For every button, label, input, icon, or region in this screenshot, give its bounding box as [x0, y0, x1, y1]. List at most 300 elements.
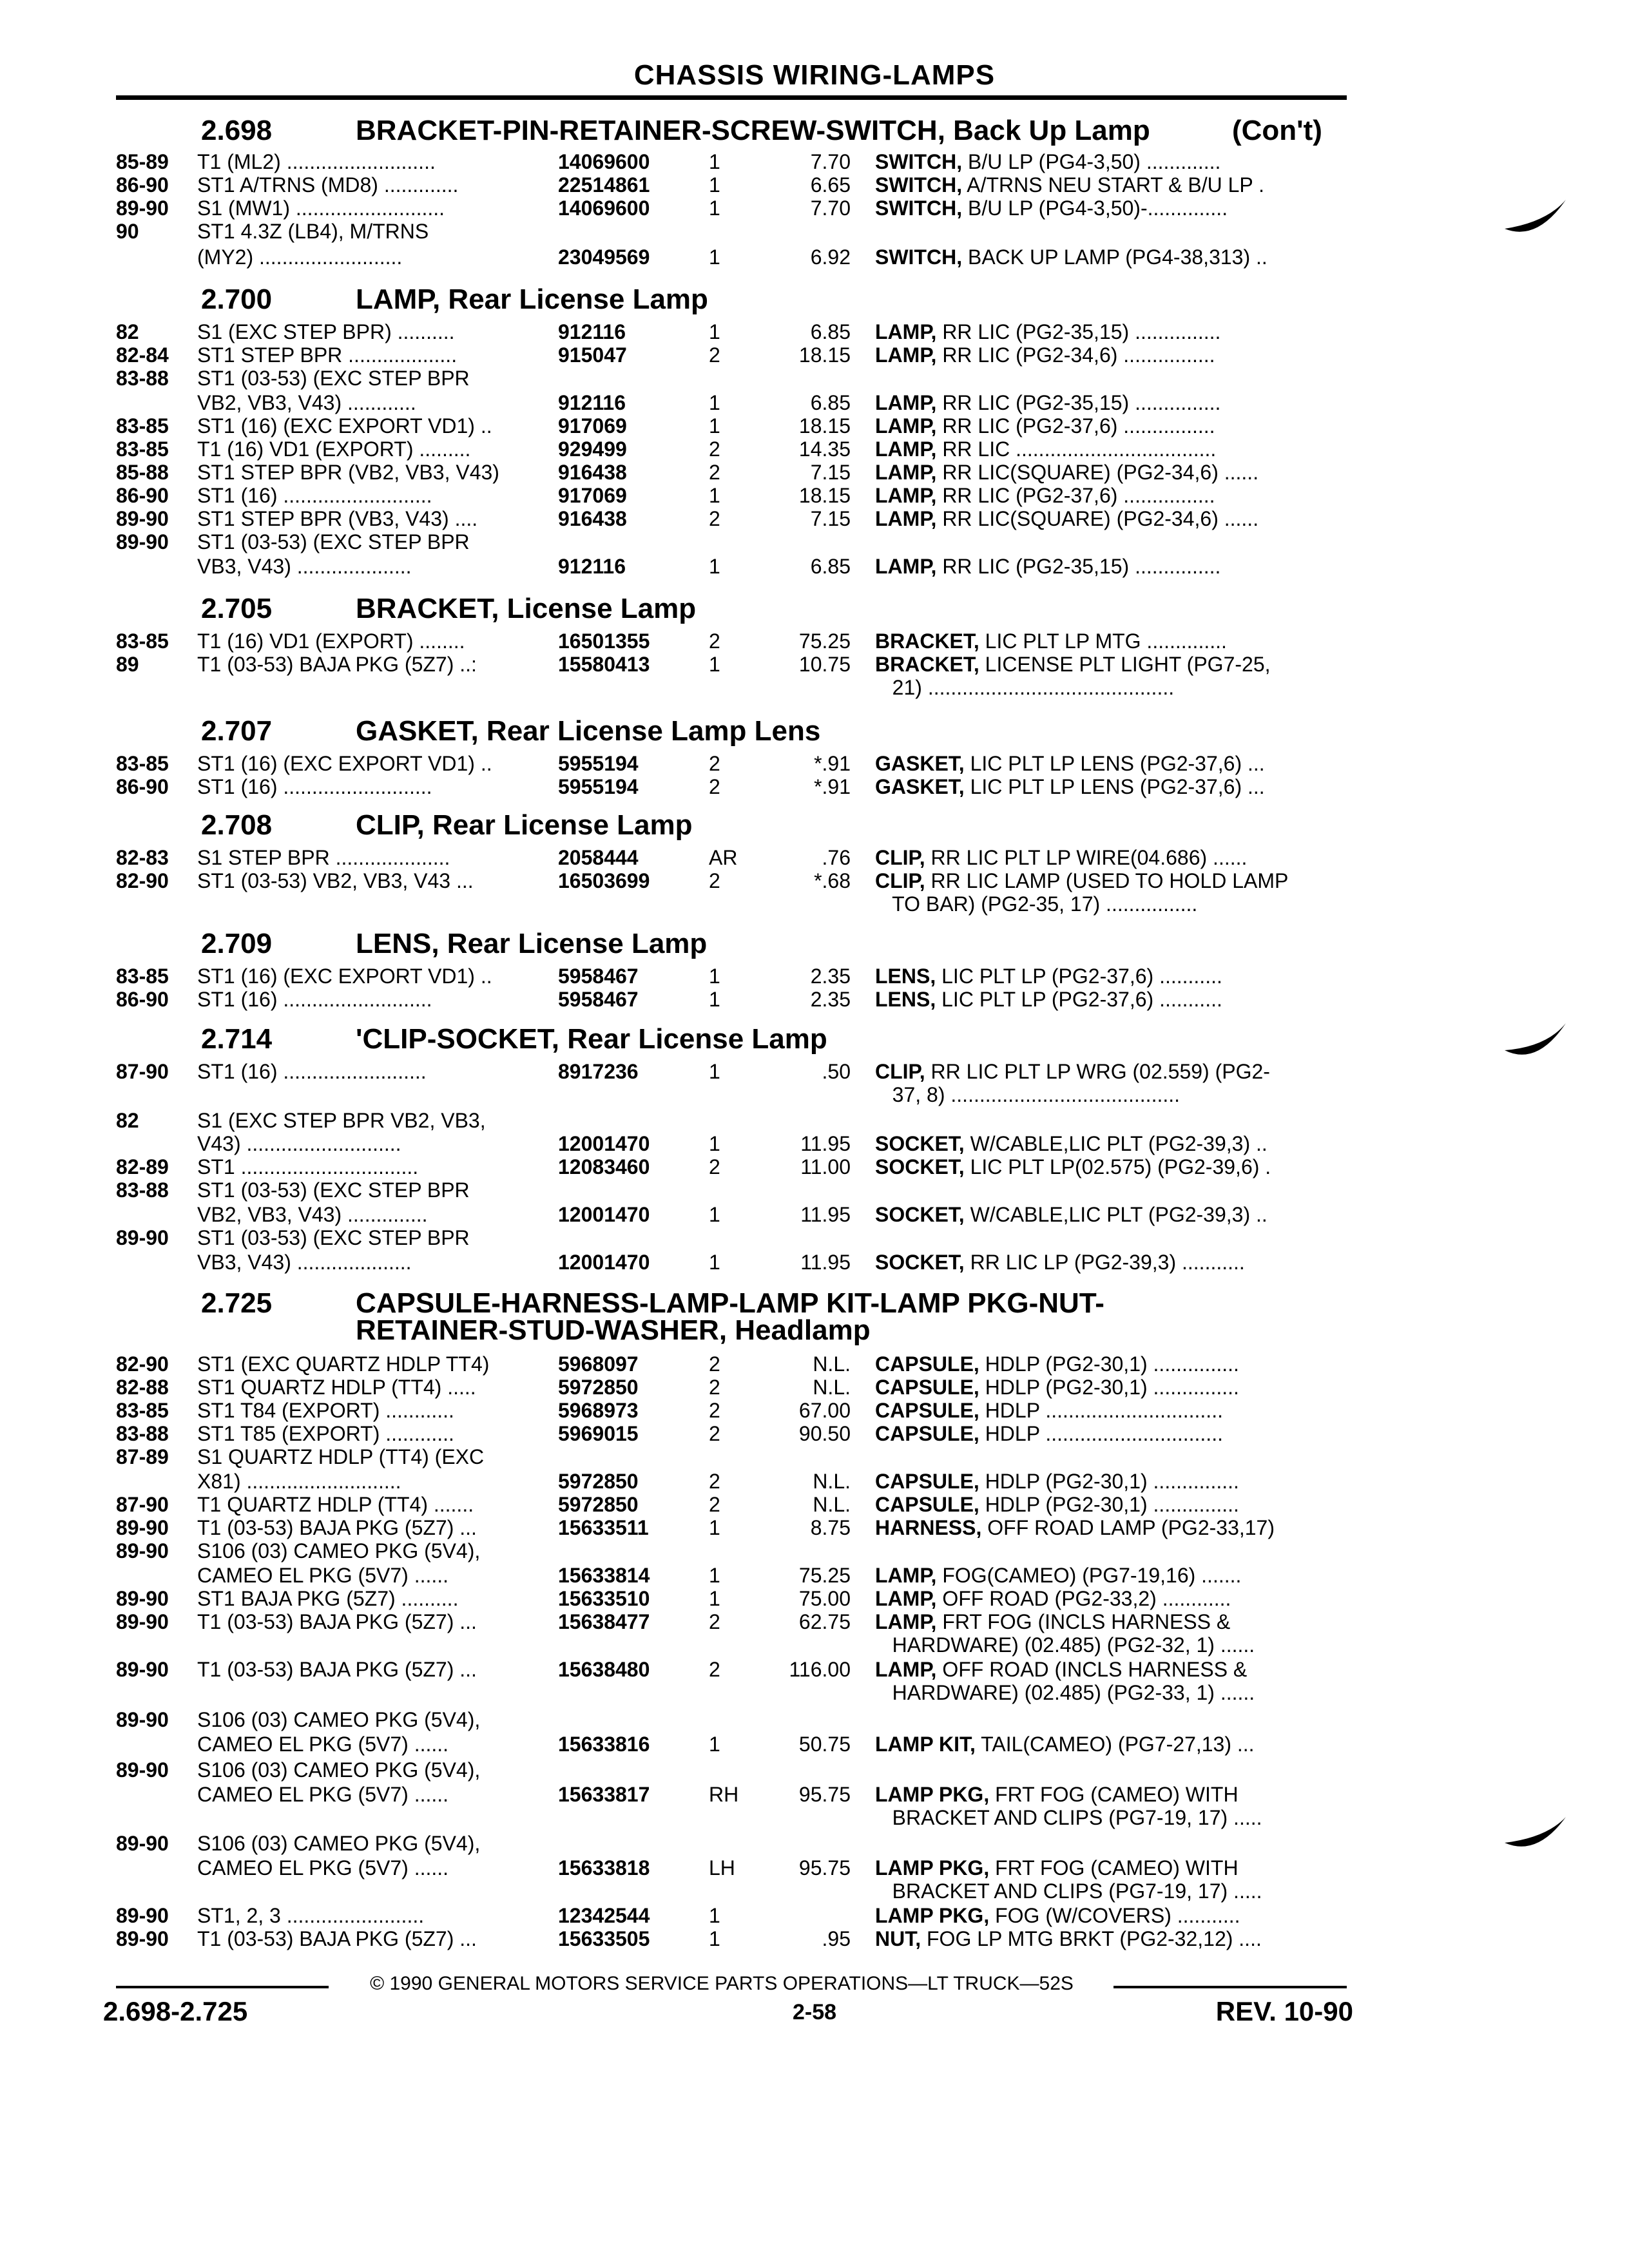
part-number: 23049569: [558, 245, 650, 269]
model-year: 89-90: [116, 1758, 169, 1782]
description: [875, 1421, 1345, 1446]
description-keyword: SOCKET,: [875, 1155, 965, 1178]
quantity: LH: [709, 1856, 735, 1879]
description-keyword: SWITCH,: [875, 245, 963, 269]
price: 14.35: [798, 437, 851, 461]
description-text: FRT FOG (CAMEO) WITH: [989, 1783, 1239, 1806]
table-row: [0, 964, 1629, 990]
section-number: 2.700: [201, 284, 273, 315]
description-keyword: LAMP,: [875, 555, 937, 578]
model-year: 83-85: [116, 629, 169, 653]
model-year: 83-88: [116, 1178, 169, 1202]
part-number: 5972850: [558, 1470, 639, 1493]
quantity: 1: [709, 1733, 720, 1756]
quantity: 1: [709, 1132, 720, 1155]
description-text: FRT FOG (INCLS HARNESS &: [936, 1610, 1231, 1633]
quantity: 1: [709, 484, 720, 507]
quantity: 2: [709, 461, 720, 484]
quantity: 2: [709, 752, 720, 775]
description: [875, 1250, 1345, 1274]
price: 6.92: [810, 245, 851, 269]
model-year: 89-90: [116, 1927, 169, 1950]
description: [875, 173, 1345, 197]
description-keyword: CAPSULE,: [875, 1399, 979, 1422]
footer-section-range: 2.698-2.725: [103, 1996, 248, 2026]
part-number: 5972850: [558, 1493, 639, 1516]
model-application: ST1, 2, 3 ........................: [197, 1904, 425, 1927]
quantity: 1: [709, 988, 720, 1011]
table-row: [0, 1732, 1629, 1758]
table-row: [0, 1082, 1629, 1108]
section-title: BRACKET, License Lamp: [356, 593, 697, 624]
part-number: 12083460: [558, 1155, 650, 1178]
part-number: 8917236: [558, 1060, 639, 1083]
description-text: RR LIC (PG2-37,6) ................: [936, 414, 1215, 437]
description-text: 37, 8) ........................................: [875, 1083, 1181, 1106]
quantity: 2: [709, 1352, 720, 1376]
model-application: VB2, VB3, V43) ............: [197, 391, 416, 414]
model-application: ST1 A/TRNS (MD8) .............: [197, 173, 459, 197]
description-keyword: LENS,: [875, 988, 936, 1011]
description-text: HDLP (PG2-30,1) ...............: [979, 1493, 1239, 1516]
table-row: [0, 149, 1629, 175]
model-year: 89-90: [116, 1516, 169, 1539]
part-number: 12001470: [558, 1132, 650, 1155]
section-number: 2.725: [201, 1287, 273, 1319]
part-number: 5958467: [558, 965, 639, 988]
description-text: RR LIC (PG2-35,15) ...............: [936, 555, 1221, 578]
description-text: LIC PLT LP (PG2-37,6) ...........: [936, 965, 1222, 988]
model-year: 82-88: [116, 1376, 169, 1399]
price: 62.75: [798, 1610, 851, 1633]
model-application: ST1 QUARTZ HDLP (TT4) .....: [197, 1376, 476, 1399]
table-row: [0, 1633, 1629, 1658]
description: [875, 343, 1345, 367]
description: [875, 1680, 1345, 1705]
description: [875, 506, 1345, 531]
table-row: [0, 1421, 1629, 1447]
model-application: CAMEO EL PKG (5V7) ......: [197, 1733, 449, 1756]
price: 2.35: [810, 965, 851, 988]
quantity: 2: [709, 1155, 720, 1178]
table-row: [0, 1225, 1629, 1251]
price: .50: [822, 1060, 851, 1083]
description: [875, 1515, 1345, 1540]
model-year: 82-90: [116, 1352, 169, 1376]
model-year: 87-90: [116, 1060, 169, 1083]
price: N.L.: [813, 1470, 851, 1493]
part-number: 15633505: [558, 1927, 650, 1950]
table-row: [0, 1059, 1629, 1085]
description-text: RR LIC PLT LP WIRE(04.686) ......: [925, 846, 1248, 869]
table-row: [0, 1927, 1629, 1952]
description-keyword: SWITCH,: [875, 197, 963, 220]
description-text: RR LIC (PG2-37,6) ................: [936, 484, 1215, 507]
price: 18.15: [798, 484, 851, 507]
price: N.L.: [813, 1352, 851, 1376]
section-title: BRACKET-PIN-RETAINER-SCREW-SWITCH, Back Up Lamp: [356, 115, 1150, 146]
model-application: ST1 (16) ..........................: [197, 775, 432, 798]
description-text: TAIL(CAMEO) (PG7-27,13) ...: [975, 1733, 1255, 1756]
table-row: [0, 1856, 1629, 1881]
model-year: 83-85: [116, 965, 169, 988]
quantity: 2: [709, 1399, 720, 1422]
model-application: S106 (03) CAMEO PKG (5V4),: [197, 1539, 481, 1562]
model-application: T1 (03-53) BAJA PKG (5Z7) ...: [197, 1658, 477, 1681]
footer-revision: REV. 10-90: [1215, 1996, 1353, 2026]
price: 7.70: [810, 150, 851, 173]
table-row: [0, 751, 1629, 777]
model-year: 82: [116, 320, 139, 343]
description-keyword: LAMP,: [875, 1610, 937, 1633]
model-application: ST1 (03-53) VB2, VB3, V43 ...: [197, 869, 474, 892]
quantity: 2: [709, 437, 720, 461]
model-application: ST1 (16) (EXC EXPORT VD1) ..: [197, 752, 492, 775]
description-text: B/U LP (PG4-3,50)-..............: [962, 197, 1228, 220]
model-application: ST1 (03-53) (EXC STEP BPR: [197, 1178, 470, 1202]
section-heading: [0, 593, 1629, 629]
table-row: [0, 1375, 1629, 1401]
table-row: [0, 219, 1629, 245]
model-application: ST1 (03-53) (EXC STEP BPR: [197, 530, 470, 553]
table-row: [0, 652, 1629, 678]
description-keyword: LAMP,: [875, 507, 937, 530]
table-row: [0, 869, 1629, 894]
table-row: [0, 1178, 1629, 1204]
quantity: 2: [709, 1610, 720, 1633]
quantity: 1: [709, 414, 720, 437]
quantity: 1: [709, 150, 720, 173]
description: [875, 1805, 1345, 1830]
model-year: 89-90: [116, 1708, 169, 1731]
table-row: [0, 1352, 1629, 1378]
section-heading: [0, 1023, 1629, 1059]
description-keyword: CAPSULE,: [875, 1493, 979, 1516]
quantity: 1: [709, 1587, 720, 1610]
table-row: [0, 1445, 1629, 1470]
model-application: S1 STEP BPR ....................: [197, 846, 450, 869]
section-number: 2.707: [201, 715, 273, 747]
table-row: [0, 1903, 1629, 1929]
part-number: 2058444: [558, 846, 639, 869]
description-text: HARDWARE) (02.485) (PG2-32, 1) ......: [875, 1633, 1255, 1657]
description: [875, 869, 1345, 893]
price: 7.15: [810, 461, 851, 484]
price: 75.00: [798, 1587, 851, 1610]
part-number: 16503699: [558, 869, 650, 892]
section-title: LENS, Rear License Lamp: [356, 928, 708, 959]
description-text: LICENSE PLT LIGHT (PG7-25,: [979, 653, 1271, 676]
model-year: 89: [116, 653, 139, 676]
model-application: CAMEO EL PKG (5V7) ......: [197, 1564, 449, 1587]
description-keyword: LAMP,: [875, 1587, 937, 1610]
description-keyword: LAMP,: [875, 320, 937, 343]
quantity: 1: [709, 965, 720, 988]
price: 7.15: [810, 507, 851, 530]
model-year: 83-85: [116, 437, 169, 461]
binder-mark-1: [1501, 193, 1572, 238]
model-application: VB3, V43) ....................: [197, 555, 412, 578]
price: 11.95: [800, 1251, 851, 1274]
model-year: 89-90: [116, 530, 169, 553]
section-heading: [0, 284, 1629, 320]
section-number: 2.709: [201, 928, 273, 959]
model-year: 89-90: [116, 1832, 169, 1855]
section-title: CLIP, Rear License Lamp: [356, 809, 693, 841]
model-application: S1 (EXC STEP BPR) ..........: [197, 320, 455, 343]
quantity: 2: [709, 1658, 720, 1681]
table-row: [0, 506, 1629, 532]
price: .76: [822, 846, 851, 869]
description-keyword: CLIP,: [875, 1060, 925, 1083]
table-row: [0, 173, 1629, 198]
price: 6.85: [810, 320, 851, 343]
description-text: LIC PLT LP LENS (PG2-37,6) ...: [964, 775, 1265, 798]
model-application: T1 (ML2) ..........................: [197, 150, 436, 173]
model-application: T1 QUARTZ HDLP (TT4) .......: [197, 1493, 474, 1516]
price: N.L.: [813, 1376, 851, 1399]
quantity: 1: [709, 1060, 720, 1083]
table-row: [0, 1108, 1629, 1134]
quantity: 1: [709, 555, 720, 578]
description-keyword: CAPSULE,: [875, 1470, 979, 1493]
binder-mark-3: [1501, 1811, 1572, 1856]
table-row: [0, 1515, 1629, 1541]
table-row: [0, 1657, 1629, 1683]
table-row: [0, 1707, 1629, 1733]
part-number: 912116: [558, 320, 626, 343]
table-row: [0, 1680, 1629, 1706]
description-keyword: GASKET,: [875, 775, 965, 798]
quantity: 2: [709, 343, 720, 367]
model-application: (MY2) .........................: [197, 245, 403, 269]
model-year: 83-85: [116, 752, 169, 775]
table-row: [0, 414, 1629, 439]
description: [875, 414, 1345, 438]
description-text: LIC PLT LP(02.575) (PG2-39,6) .: [964, 1155, 1271, 1178]
table-row: [0, 437, 1629, 463]
footer-page-number: 2-58: [792, 2000, 837, 2024]
quantity: 1: [709, 391, 720, 414]
price: 6.85: [810, 391, 851, 414]
model-year: 85-89: [116, 150, 169, 173]
description: [875, 1732, 1345, 1756]
quantity: RH: [709, 1783, 739, 1806]
part-number: 15633510: [558, 1587, 650, 1610]
table-row: [0, 1758, 1629, 1783]
table-row: [0, 845, 1629, 871]
table-row: [0, 1879, 1629, 1905]
description: [875, 437, 1345, 461]
description-text: BACK UP LAMP (PG4-38,313) ..: [962, 245, 1268, 269]
description: [875, 1903, 1345, 1928]
part-number: 5969015: [558, 1422, 639, 1445]
description-text: RR LIC (PG2-34,6) ................: [936, 343, 1215, 367]
model-application: ST1 (EXC QUARTZ HDLP TT4): [197, 1352, 490, 1376]
table-row: [0, 987, 1629, 1013]
table-row: [0, 1586, 1629, 1612]
description-keyword: LAMP,: [875, 414, 937, 437]
model-application: ST1 (16) ..........................: [197, 988, 432, 1011]
model-application: ST1 (03-53) (EXC STEP BPR: [197, 1226, 470, 1249]
description-text: FRT FOG (CAMEO) WITH: [989, 1856, 1239, 1879]
description-text: OFF ROAD (PG2-33,2) ............: [936, 1587, 1231, 1610]
section-title: 'CLIP-SOCKET, Rear License Lamp: [356, 1023, 827, 1055]
price: 11.95: [800, 1132, 851, 1155]
model-application: X81) ...........................: [197, 1470, 401, 1493]
model-application: VB2, VB3, V43) ..............: [197, 1203, 428, 1226]
description-keyword: LAMP,: [875, 391, 937, 414]
table-row: [0, 774, 1629, 800]
description: [875, 1610, 1345, 1634]
part-number: 15633511: [558, 1516, 649, 1539]
part-number: 14069600: [558, 150, 650, 173]
part-number: 12342544: [558, 1904, 650, 1927]
description-keyword: BRACKET,: [875, 653, 979, 676]
description-text: HDLP (PG2-30,1) ...............: [979, 1352, 1239, 1376]
model-application: V43) ...........................: [197, 1132, 401, 1155]
section-title-line-2: RETAINER-STUD-WASHER, Headlamp: [356, 1314, 871, 1346]
model-application: ST1 4.3Z (LB4), M/TRNS: [197, 220, 429, 243]
model-year: 89-90: [116, 197, 169, 220]
table-row: [0, 460, 1629, 486]
description: [875, 892, 1345, 916]
description: [875, 1879, 1345, 1903]
price: 95.75: [798, 1783, 851, 1806]
model-application: ST1 STEP BPR (VB2, VB3, V43): [197, 461, 499, 484]
description-keyword: LAMP,: [875, 1658, 937, 1681]
model-application: S106 (03) CAMEO PKG (5V4),: [197, 1708, 481, 1731]
description-text: RR LIC (PG2-35,15) ...............: [936, 320, 1221, 343]
description-keyword: LAMP,: [875, 437, 937, 461]
description: [875, 149, 1345, 174]
description-text: B/U LP (PG4-3,50) .............: [962, 150, 1221, 173]
model-year: 82-90: [116, 869, 169, 892]
quantity: 2: [709, 1493, 720, 1516]
description: [875, 1352, 1345, 1376]
model-application: T1 (03-53) BAJA PKG (5Z7) ...: [197, 1610, 477, 1633]
description: [875, 1375, 1345, 1399]
description-text: RR LIC PLT LP WRG (02.559) (PG2-: [925, 1060, 1270, 1083]
section-continued: (Con't): [1232, 115, 1322, 146]
model-application: ST1 BAJA PKG (5Z7) ..........: [197, 1587, 459, 1610]
part-number: 915047: [558, 343, 627, 367]
quantity: 2: [709, 1376, 720, 1399]
model-year: 82-84: [116, 343, 169, 367]
price: 95.75: [798, 1856, 851, 1879]
description: [875, 196, 1345, 220]
description-text: HDLP (PG2-30,1) ...............: [979, 1470, 1239, 1493]
description-text: FOG(CAMEO) (PG7-19,16) .......: [936, 1564, 1242, 1587]
part-number: 15633816: [558, 1733, 650, 1756]
description-keyword: LAMP KIT,: [875, 1733, 976, 1756]
model-application: ST1 (16) ..........................: [197, 484, 432, 507]
part-number: 5968097: [558, 1352, 639, 1376]
description: [875, 1657, 1345, 1682]
description: [875, 245, 1345, 269]
quantity: 1: [709, 1904, 720, 1927]
model-application: T1 (03-53) BAJA PKG (5Z7) ..:: [197, 653, 477, 676]
model-application: ST1 (16) (EXC EXPORT VD1) ..: [197, 965, 492, 988]
model-application: T1 (03-53) BAJA PKG (5Z7) ...: [197, 1927, 477, 1950]
table-row: [0, 1782, 1629, 1808]
table-row: [0, 390, 1629, 416]
description: [875, 1155, 1345, 1179]
description-text: A/TRNS NEU START & B/U LP .: [962, 173, 1264, 197]
part-number: 15638480: [558, 1658, 650, 1681]
table-row: [0, 675, 1629, 701]
description-keyword: LAMP,: [875, 343, 937, 367]
section-heading: [0, 1287, 1629, 1346]
description-keyword: NUT,: [875, 1927, 921, 1950]
description-text: W/CABLE,LIC PLT (PG2-39,3) ..: [964, 1132, 1268, 1155]
table-row: [0, 1398, 1629, 1424]
description: [875, 460, 1345, 485]
model-year: 83-85: [116, 414, 169, 437]
price: 18.15: [798, 343, 851, 367]
price: 6.85: [810, 555, 851, 578]
quantity: 1: [709, 320, 720, 343]
price: *.91: [814, 775, 851, 798]
model-year: 86-90: [116, 988, 169, 1011]
table-row: [0, 320, 1629, 345]
description: [875, 483, 1345, 508]
description-keyword: LAMP,: [875, 1564, 937, 1587]
model-year: 90: [116, 220, 139, 243]
description-keyword: LAMP PKG,: [875, 1856, 990, 1879]
section-number: 2.698: [201, 115, 273, 146]
table-row: [0, 1610, 1629, 1635]
header-rule: [116, 95, 1347, 100]
part-number: 16501355: [558, 629, 650, 653]
description: [875, 1586, 1345, 1611]
description: [875, 845, 1345, 870]
part-number: 5968973: [558, 1399, 639, 1422]
model-application: T1 (03-53) BAJA PKG (5Z7) ...: [197, 1516, 477, 1539]
model-application: VB3, V43) ....................: [197, 1251, 412, 1274]
model-year: 89-90: [116, 1587, 169, 1610]
section-number: 2.714: [201, 1023, 273, 1055]
description-text: HARDWARE) (02.485) (PG2-33, 1) ......: [875, 1681, 1255, 1704]
part-number: 916438: [558, 507, 627, 530]
part-number: 5955194: [558, 752, 639, 775]
table-row: [0, 892, 1629, 918]
description-keyword: LAMP PKG,: [875, 1904, 990, 1927]
model-year: 89-90: [116, 1904, 169, 1927]
description-keyword: HARNESS,: [875, 1516, 982, 1539]
part-number: 917069: [558, 484, 627, 507]
model-application: CAMEO EL PKG (5V7) ......: [197, 1856, 449, 1879]
part-number: 917069: [558, 414, 627, 437]
footer-rule-right: [1113, 1986, 1347, 1988]
part-number: 5972850: [558, 1376, 639, 1399]
table-row: [0, 1469, 1629, 1495]
price: 11.00: [800, 1155, 851, 1178]
model-year: 87-90: [116, 1493, 169, 1516]
part-number: 15633814: [558, 1564, 650, 1587]
description-keyword: LAMP,: [875, 461, 937, 484]
description-keyword: SOCKET,: [875, 1251, 965, 1274]
model-year: 87-89: [116, 1445, 169, 1468]
model-application: T1 (16) VD1 (EXPORT) ........: [197, 629, 465, 653]
quantity: 2: [709, 1470, 720, 1493]
table-row: [0, 629, 1629, 655]
part-number: 912116: [558, 391, 626, 414]
description-keyword: SOCKET,: [875, 1132, 965, 1155]
model-year: 89-90: [116, 1610, 169, 1633]
quantity: 1: [709, 653, 720, 676]
description: [875, 554, 1345, 579]
